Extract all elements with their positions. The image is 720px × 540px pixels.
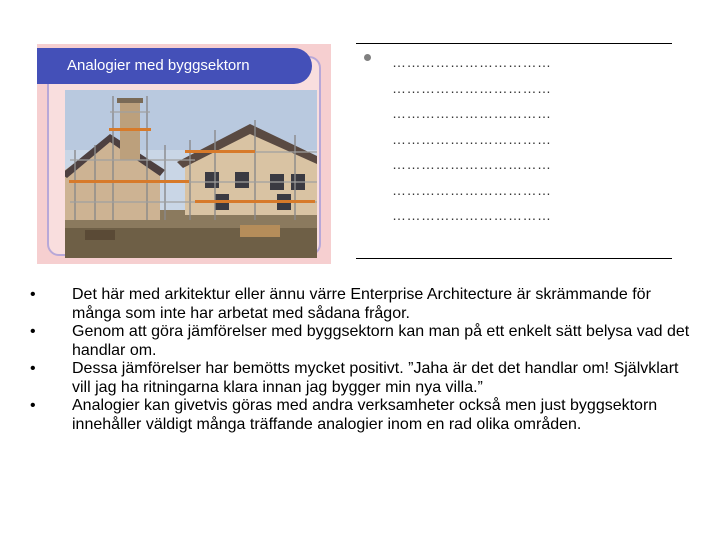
gray-dot-bullet-icon: [364, 54, 371, 61]
bullet-item: [30, 397, 690, 434]
placeholder-bottom-rule: [356, 258, 672, 259]
bullet-marker: •: [30, 360, 36, 377]
dotted-line: ……………………………: [392, 54, 552, 70]
bullet-marker: •: [30, 323, 36, 340]
bullet-text: Det här med arkitektur eller ännu värre Enterprise Architecture är skrämmande för många som inte har arbetat med sådana frågor.: [72, 286, 651, 322]
bullet-text: Analogier kan givetvis göras med andra verksamheter också men just byggsektorn innehåller väldigt många träffande analogier inom en rad olika områden.: [72, 397, 658, 433]
dotted-line: ……………………………: [392, 79, 552, 96]
bullet-text: Dessa jämförelser har bemötts mycket positivt. ”Jaha är det det handlar om! Självklart vill jag ha ritningarna klara innan jag bygger min nya villa.”: [72, 360, 679, 396]
dotted-line: ……………………………: [392, 105, 552, 121]
panel-title: Analogier med byggsektorn: [37, 48, 312, 84]
dotted-line: ……………………………: [392, 181, 552, 198]
dotted-line: ……………………………: [392, 207, 552, 223]
bullet-item: [30, 323, 690, 360]
placeholder-dotted-lines: [392, 50, 552, 229]
placeholder-top-rule: [356, 43, 672, 44]
bullet-marker: •: [30, 286, 36, 303]
bullet-marker: •: [30, 397, 36, 414]
bullet-item: [30, 360, 690, 397]
bullet-text: Genom att göra jämförelser med byggsektorn kan man på ett enkelt sätt belysa vad det handlar om.: [72, 323, 690, 359]
bullet-item: [30, 286, 690, 323]
construction-photo: [65, 90, 317, 258]
dotted-line: ……………………………: [392, 156, 552, 172]
dotted-line: ……………………………: [392, 130, 552, 147]
building-under-construction-photo: [65, 90, 317, 258]
bullet-list: [30, 286, 690, 434]
